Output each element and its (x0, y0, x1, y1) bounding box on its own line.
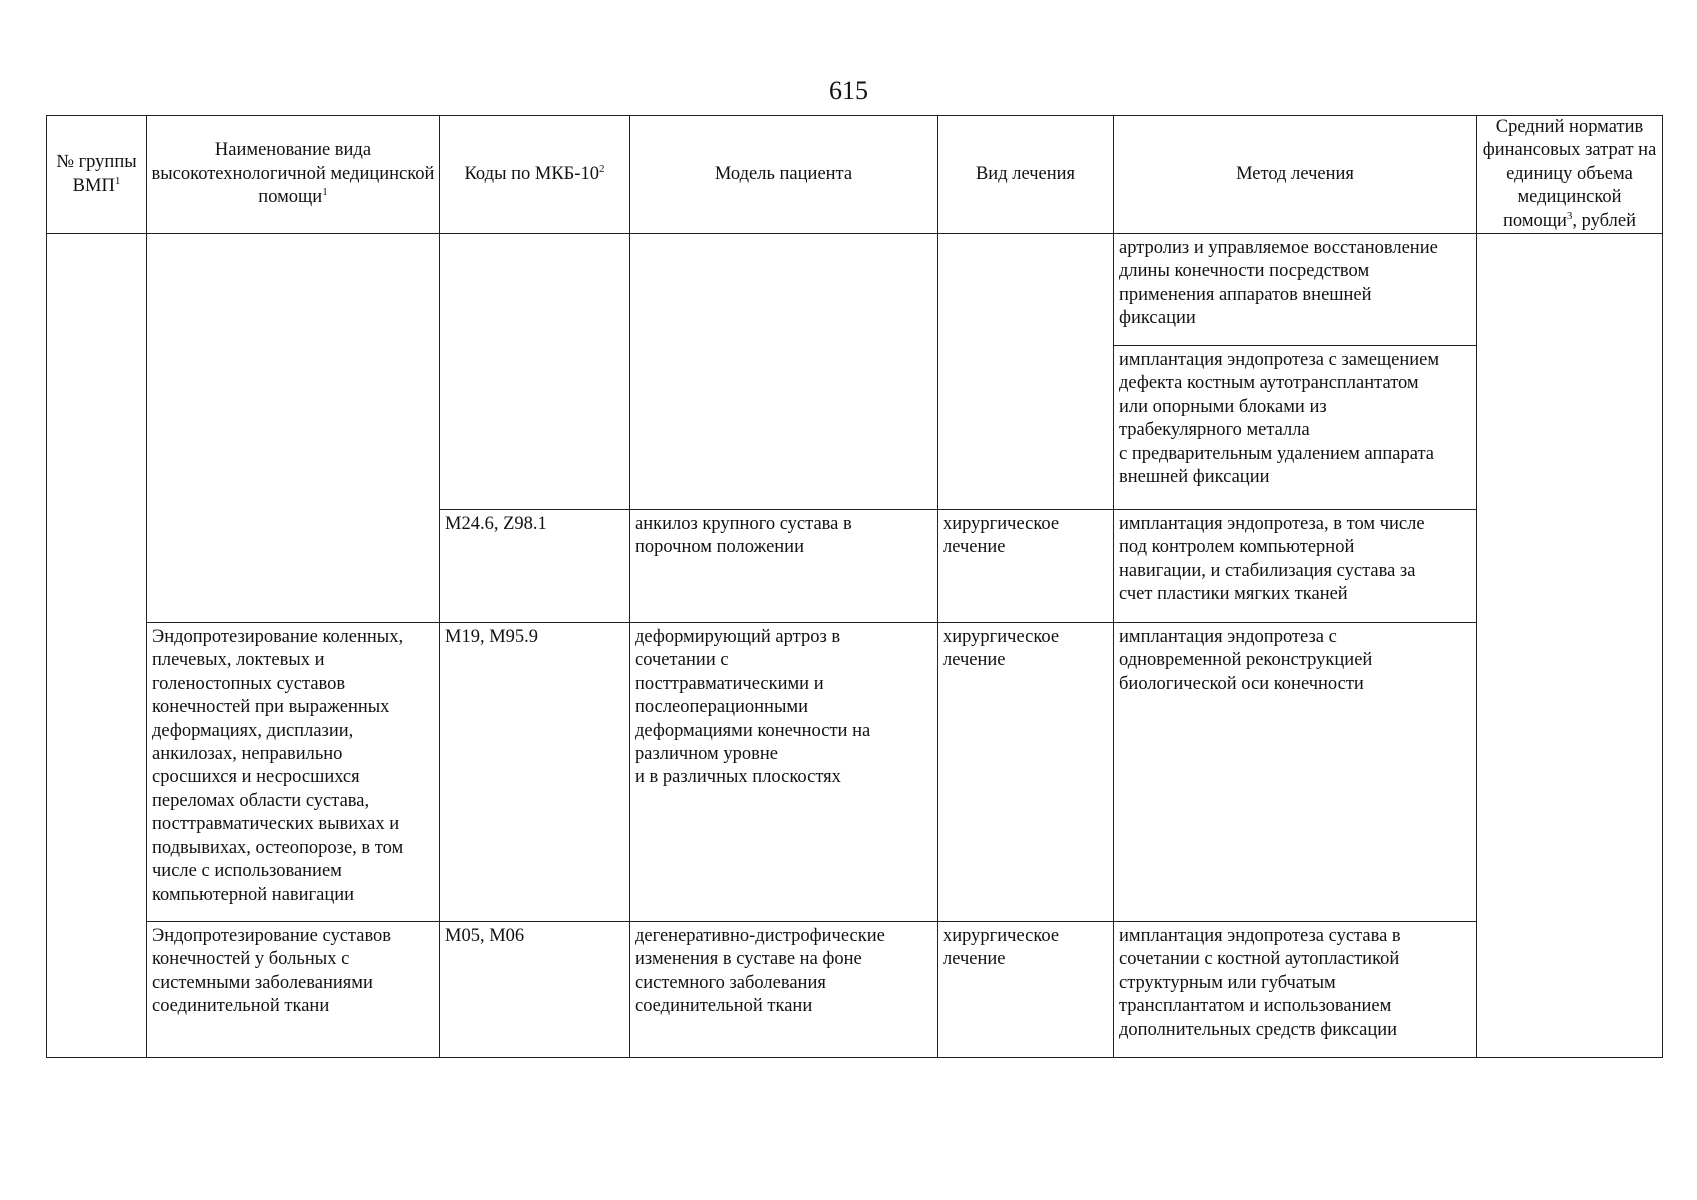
header-icd-codes: Коды по МКБ-$10^2$ (440, 116, 630, 234)
cell-patient-model (630, 234, 938, 510)
cell-care-type-name: Эндопротезирование коленных, плечевых, локтевых и голеностопных суставов конечностей при выраженных деформациях, дисплазии, анкилозах, неправильно сросшихся и несросшихся переломах области сустава, посттравматических вывихах и подвывихах, остеопорозе, в том числе с использованием компьютерной навигации (147, 623, 440, 922)
cell-patient-model: деформирующий артроз в сочетании с посттравматическими и послеоперационными деформациями конечности на различном уровне и в различных плоскостях (630, 623, 938, 922)
header-patient-model: Модель пациента (630, 116, 938, 234)
cell-treatment-method: имплантация эндопротеза с одновременной реконструкцией биологической оси конечности (1114, 623, 1477, 922)
cell-care-type-name: Эндопротезирование суставов конечностей у больных с системными заболеваниями соединительной ткани (147, 922, 440, 1058)
cell-care-type-name (147, 234, 440, 623)
cell-icd-codes: M19, M95.9 (440, 623, 630, 922)
cell-cost-standard (1477, 234, 1663, 1058)
header-care-type-name: Наименование вида высокотехнологичной медицинской помощи$^1$ (147, 116, 440, 234)
cell-group-number (47, 234, 147, 1058)
table-header-row (47, 116, 1663, 234)
cell-treatment-type: хирургическое лечение (938, 922, 1114, 1058)
header-treatment-method: Метод лечения (1114, 116, 1477, 234)
cell-patient-model: анкилоз крупного сустава в порочном положении (630, 510, 938, 623)
cell-treatment-type: хирургическое лечение (938, 623, 1114, 922)
cell-treatment-method: имплантация эндопротеза сустава в сочетании с костной аутопластикой структурным или губчатым трансплантатом и использованием дополнительных средств фиксации (1114, 922, 1477, 1058)
header-group-number: № группы ВМП$^1$ (47, 116, 147, 234)
cell-treatment-method: имплантация эндопротеза с замещением дефекта костным аутотрансплантатом или опорными блоками из трабекулярного металла с предварительным удалением аппарата внешней фиксации (1114, 346, 1477, 510)
cell-treatment-method: артролиз и управляемое восстановление длины конечности посредством применения аппаратов внешней фиксации (1114, 234, 1477, 346)
table-row (47, 922, 1663, 1058)
cell-treatment-method: имплантация эндопротеза, в том числе под контролем компьютерной навигации, и стабилизация сустава за счет пластики мягких тканей (1114, 510, 1477, 623)
cell-treatment-type (938, 234, 1114, 510)
page-number: 615 (829, 76, 868, 105)
header-cost-standard: Средний норматив финансовых затрат на единицу объема медицинской помощи$^3$, рублей (1477, 116, 1663, 234)
cell-patient-model: дегенеративно-дистрофические изменения в суставе на фоне системного заболевания соединительной ткани (630, 922, 938, 1058)
vmp-table (46, 115, 1663, 1058)
cell-icd-codes: M24.6, Z98.1 (440, 510, 630, 623)
cell-treatment-type: хирургическое лечение (938, 510, 1114, 623)
cell-icd-codes (440, 234, 630, 510)
cell-icd-codes: M05, M06 (440, 922, 630, 1058)
header-treatment-type: Вид лечения (938, 116, 1114, 234)
table-row (47, 623, 1663, 922)
table-row (47, 234, 1663, 346)
